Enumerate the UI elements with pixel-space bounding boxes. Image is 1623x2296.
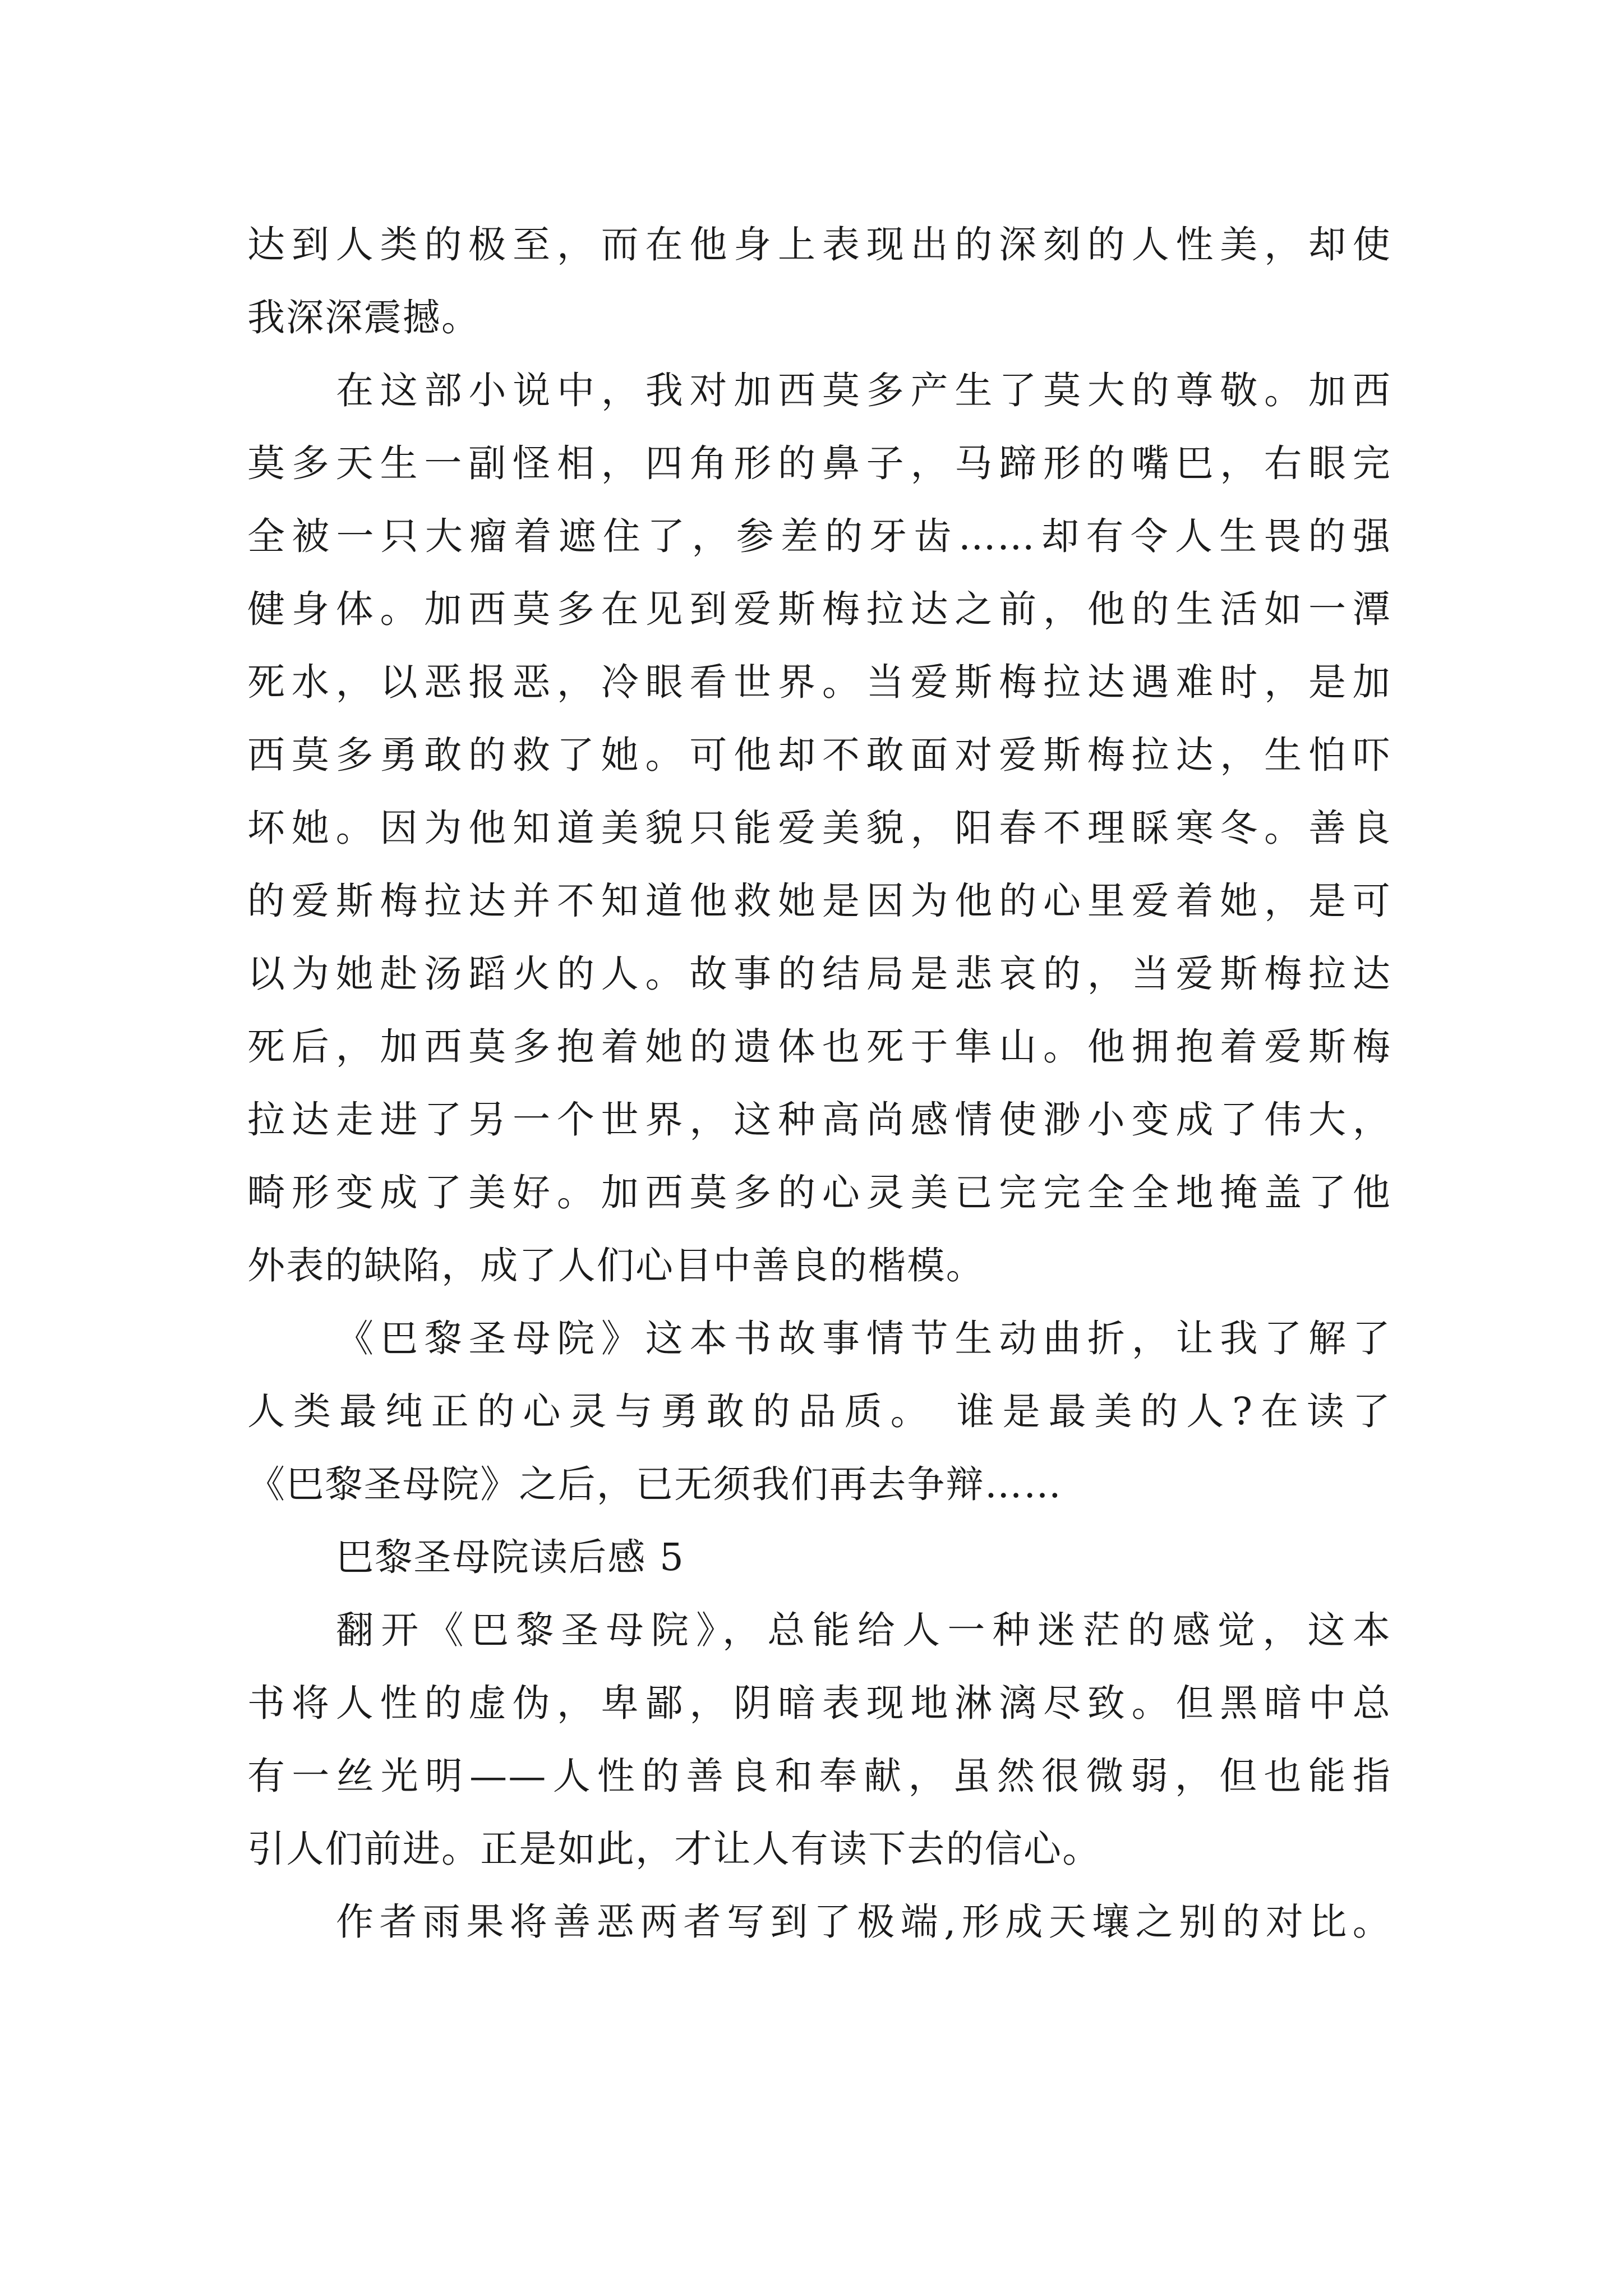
text-line-13: 拉达走进了另一个世界，这种高尚感情使渺小变成了伟大，	[247, 1098, 1391, 1142]
text-line-10: 的爱斯梅拉达并不知道他救她是因为他的心里爱着她，是可	[247, 879, 1391, 923]
text-line-23: 引人们前进。正是如此，才让人有读下去的信心。	[247, 1827, 1101, 1871]
text-line-24: 作者雨果将善恶两者写到了极端,形成天壤之别的对比。	[336, 1900, 1391, 1944]
text-line-5: 全被一只大瘤着遮住了，参差的牙齿……却有令人生畏的强	[247, 514, 1391, 558]
text-line-22: 有一丝光明——人性的善良和奉献，虽然很微弱，但也能指	[247, 1754, 1391, 1798]
text-line-14: 畸形变成了美好。加西莫多的心灵美已完完全全地掩盖了他	[247, 1171, 1391, 1214]
text-line-12: 死后，加西莫多抱着她的遗体也死于隼山。他拥抱着爱斯梅	[247, 1025, 1391, 1069]
text-line-18: 《巴黎圣母院》之后，已无须我们再去争辩……	[247, 1462, 1063, 1506]
text-line-9: 坏她。因为他知道美貌只能爱美貌，阳春不理睬寒冬。善良	[247, 806, 1391, 850]
text-line-8: 西莫多勇敢的救了她。可他却不敢面对爱斯梅拉达，生怕吓	[247, 733, 1391, 777]
text-line-21: 书将人性的虚伪，卑鄙，阴暗表现地淋漓尽致。但黑暗中总	[247, 1681, 1391, 1725]
text-line-16: 《巴黎圣母院》这本书故事情节生动曲折，让我了解了	[336, 1317, 1391, 1360]
text-line-2: 我深深震撼。	[247, 296, 481, 339]
text-line-17: 人类最纯正的心灵与勇敢的品质。 谁是最美的人?在读了	[247, 1389, 1391, 1433]
section-heading: 巴黎圣母院读后感 5	[336, 1535, 685, 1579]
text-line-20: 翻开《巴黎圣母院》，总能给人一种迷茫的感觉，这本	[336, 1608, 1391, 1652]
text-line-11: 以为她赴汤蹈火的人。故事的结局是悲哀的，当爱斯梅拉达	[247, 952, 1391, 996]
text-line-15: 外表的缺陷，成了人们心目中善良的楷模。	[247, 1244, 985, 1287]
text-line-6: 健身体。加西莫多在见到爱斯梅拉达之前，他的生活如一潭	[247, 587, 1391, 631]
text-line-1: 达到人类的极至，而在他身上表现出的深刻的人性美，却使	[247, 223, 1391, 266]
text-line-3: 在这部小说中，我对加西莫多产生了莫大的尊敬。加西	[336, 369, 1391, 412]
text-line-4: 莫多天生一副怪相，四角形的鼻子，马蹄形的嘴巴，右眼完	[247, 441, 1391, 485]
text-line-7: 死水，以恶报恶，冷眼看世界。当爱斯梅拉达遇难时，是加	[247, 660, 1391, 704]
